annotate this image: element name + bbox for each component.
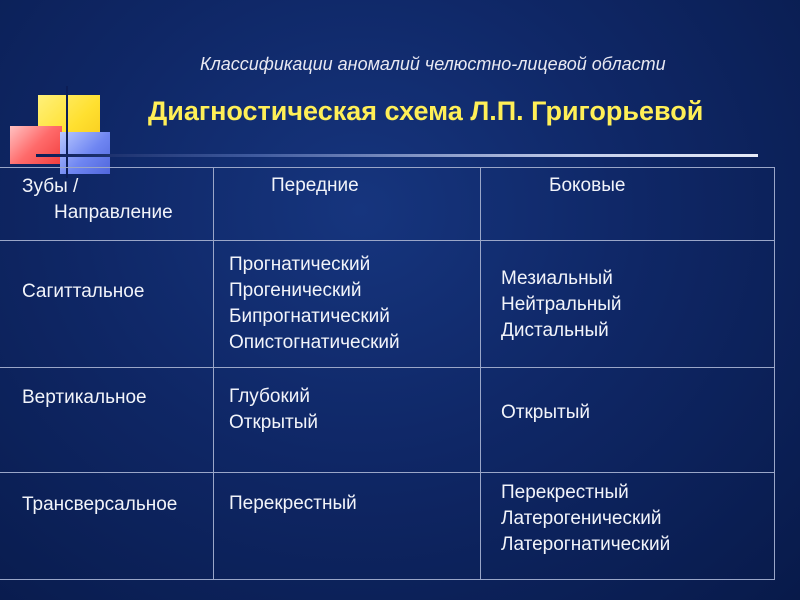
list-item: Мезиальный [501,268,613,289]
header-side: Боковые [549,175,626,196]
table-right-border [774,167,775,580]
list-item: Прогенический [229,280,362,301]
decor-horizontal-line [36,154,758,157]
list-item: Бипрогнатический [229,306,390,327]
list-item: Опистогнатический [229,332,400,353]
slide-subtitle: Классификации аномалий челюстно-лицевой области [200,54,666,74]
header-teeth-line: Зубы / [22,176,79,197]
row-vertical-front [229,384,318,436]
table-column-divider [213,167,214,580]
decor-red-square [10,126,62,164]
list-item: Латерогенический [501,508,662,529]
table-row-divider [0,472,775,473]
list-item: Открытый [229,412,318,433]
table-row-divider [0,240,775,241]
table-column-divider [480,167,481,580]
list-item: Нейтральный [501,294,622,315]
classification-table [0,167,775,580]
header-direction-line: Направление [54,202,173,223]
decor-vertical-line [66,86,68,178]
row-transversal-front [229,491,357,517]
list-item: Глубокий [229,386,311,407]
row-direction-sagittal: Сагиттальное [22,281,145,302]
table-top-border [0,167,775,168]
row-vertical-side [501,400,590,426]
list-item: Прогнатический [229,254,371,275]
row-transversal-side [501,480,670,558]
table-bottom-border [0,579,775,580]
list-item: Латерогнатический [501,534,671,555]
list-item: Перекрестный [229,493,357,514]
list-item: Перекрестный [501,482,629,503]
header-teeth-direction [22,174,173,226]
header-front: Передние [271,175,359,196]
table-row-divider [0,367,775,368]
row-direction-transversal: Трансверсальное [22,494,178,515]
slide-title: Диагностическая схема Л.П. Григорьевой [148,96,704,126]
row-sagittal-side [501,266,622,344]
list-item: Дистальный [501,320,609,341]
row-sagittal-front [229,252,400,356]
list-item: Открытый [501,402,590,423]
row-direction-vertical: Вертикальное [22,387,147,408]
